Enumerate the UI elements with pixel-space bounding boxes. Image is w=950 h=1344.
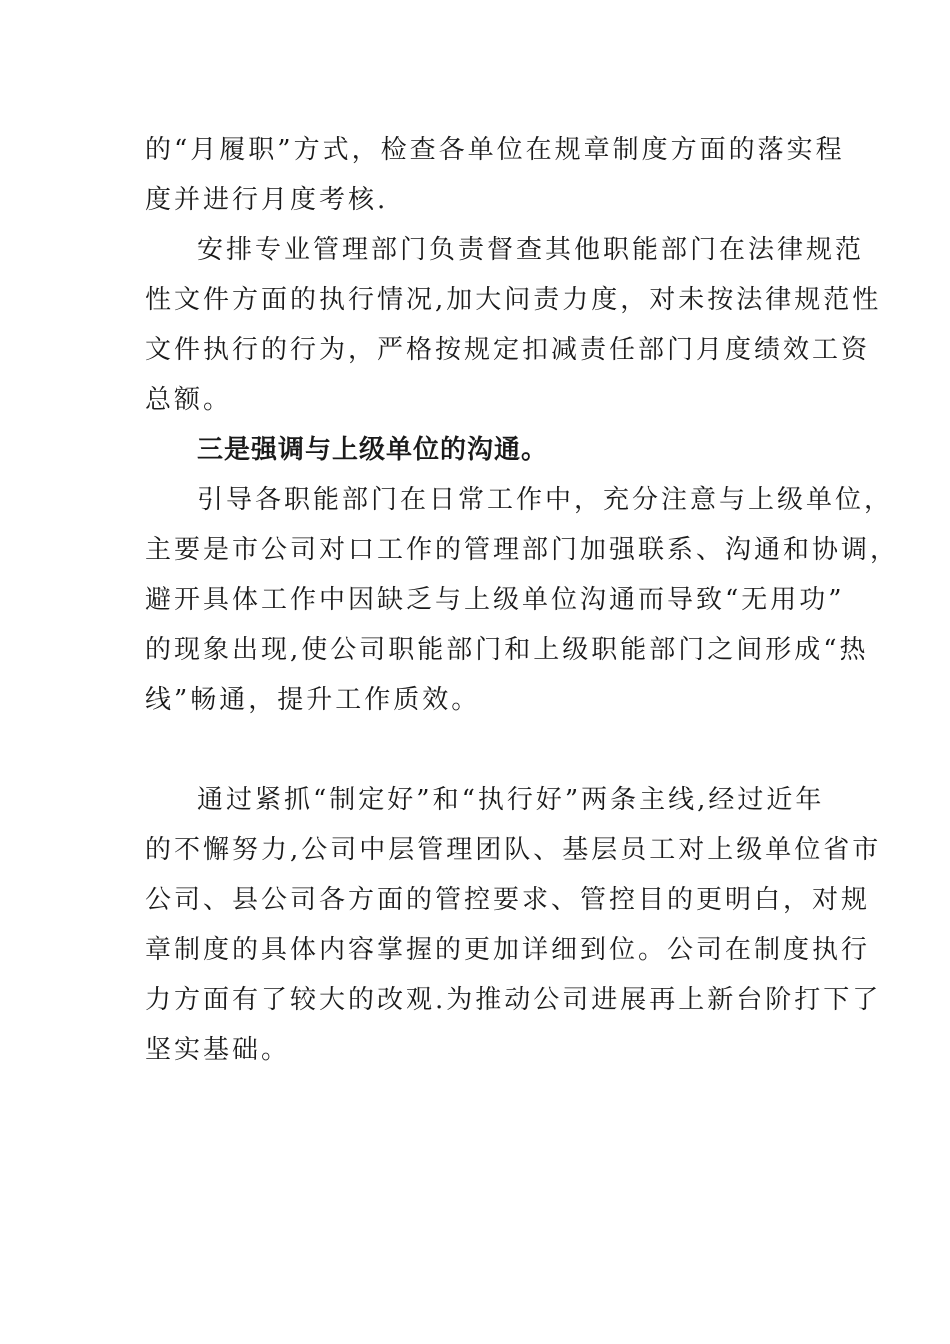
paragraph-2-line-4: 总额。 bbox=[145, 385, 233, 415]
paragraph-3-line-1: 引导各职能部门在日常工作中，充分注意与上级单位， bbox=[197, 485, 894, 515]
paragraph-3-line-2: 主要是市公司对口工作的管理部门加强联系、沟通和协调， bbox=[145, 535, 900, 565]
paragraph-4-line-2: 的不懈努力,公司中层管理团队、基层员工对上级单位省市 bbox=[145, 835, 882, 865]
paragraph-2-line-3: 文件执行的行为，严格按规定扣减责任部门月度绩效工资 bbox=[145, 335, 871, 365]
paragraph-4-line-1: 通过紧抓“制定好”和“执行好”两条主线,经过近年 bbox=[197, 785, 825, 815]
paragraph-1-line-2: 度并进行月度考核. bbox=[145, 185, 389, 215]
paragraph-3-line-4: 的现象出现,使公司职能部门和上级职能部门之间形成“热 bbox=[145, 635, 869, 665]
paragraph-4-line-6: 坚实基础。 bbox=[145, 1035, 291, 1065]
paragraph-2-line-1: 安排专业管理部门负责督查其他职能部门在法律规范 bbox=[197, 235, 865, 265]
paragraph-3-line-5: 线”畅通，提升工作质效。 bbox=[145, 685, 481, 715]
section-heading: 三是强调与上级单位的沟通。 bbox=[197, 435, 549, 465]
paragraph-3-line-3: 避开具体工作中因缺乏与上级单位沟通而导致“无用功” bbox=[145, 585, 845, 615]
paragraph-1-line-1: 的“月履职”方式，检查各单位在规章制度方面的落实程 bbox=[145, 135, 845, 165]
paragraph-4-line-3: 公司、县公司各方面的管控要求、管控目的更明白，对规 bbox=[145, 885, 871, 915]
paragraph-4-line-5: 力方面有了较大的改观.为推动公司进展再上新台阶打下了 bbox=[145, 985, 882, 1015]
paragraph-4-line-4: 章制度的具体内容掌握的更加详细到位。公司在制度执行 bbox=[145, 935, 871, 965]
paragraph-2-line-2: 性文件方面的执行情况,加大问责力度，对未按法律规范性 bbox=[145, 285, 882, 315]
